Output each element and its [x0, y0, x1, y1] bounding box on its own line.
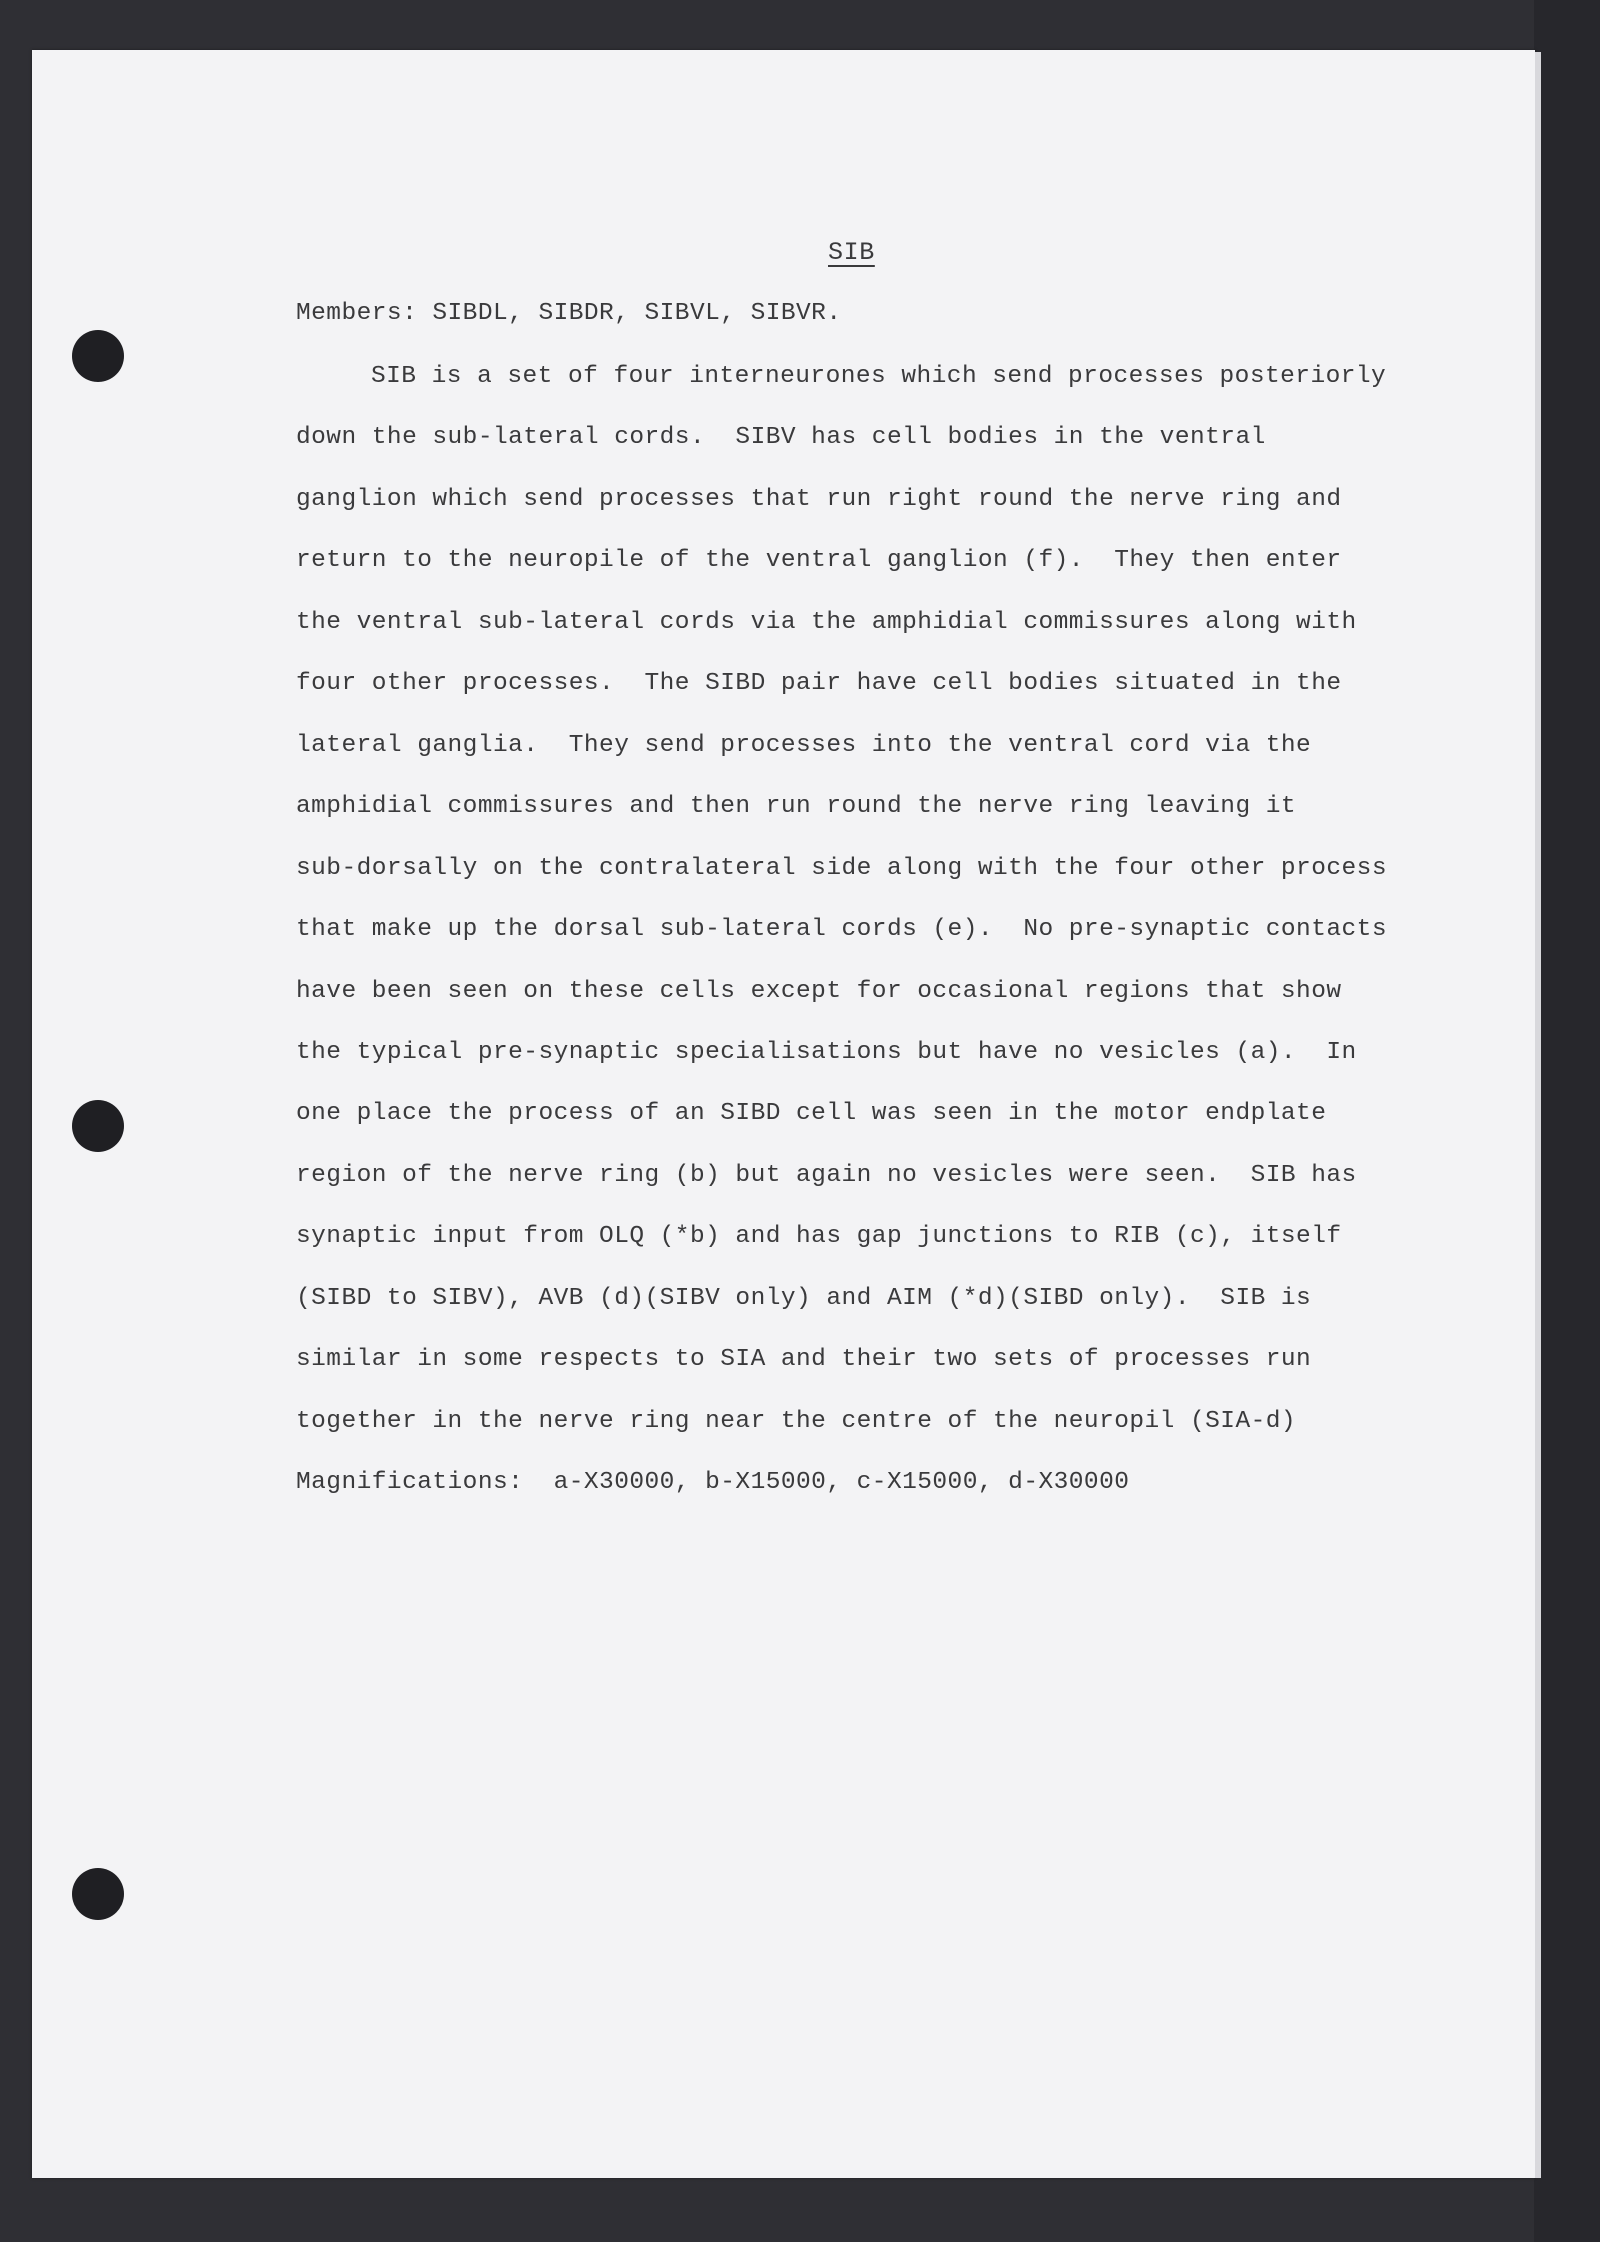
- punch-hole-bottom: [72, 1868, 124, 1920]
- body-line: lateral ganglia. They send processes into the ventral cord via the: [296, 732, 1312, 759]
- body-line: down the sub-lateral cords. SIBV has cell bodies in the ventral: [296, 424, 1266, 451]
- body-line: that make up the dorsal sub-lateral cords (e). No pre-synaptic contacts: [296, 916, 1387, 943]
- body-line: the ventral sub-lateral cords via the amphidial commissures along with: [296, 609, 1357, 636]
- background-right: [1534, 0, 1600, 2242]
- members-line: Members: SIBDL, SIBDR, SIBVL, SIBVR.: [296, 300, 842, 327]
- body-line: sub-dorsally on the contralateral side along with the four other process: [296, 855, 1387, 882]
- body-line: the typical pre-synaptic specialisations but have no vesicles (a). In: [296, 1039, 1357, 1066]
- body-line: return to the neuropile of the ventral ganglion (f). They then enter: [296, 547, 1342, 574]
- body-line: (SIBD to SIBV), AVB (d)(SIBV only) and AIM (*d)(SIBD only). SIB is: [296, 1285, 1312, 1312]
- document-title: SIB: [828, 238, 875, 267]
- body-line: have been seen on these cells except for occasional regions that show: [296, 978, 1342, 1005]
- body-line: SIB is a set of four interneurones which send processes posteriorly: [371, 363, 1387, 390]
- body-line: amphidial commissures and then run round the nerve ring leaving it: [296, 793, 1297, 820]
- magnifications-line: Magnifications: a-X30000, b-X15000, c-X15000, d-X30000: [296, 1469, 1130, 1496]
- body-line: similar in some respects to SIA and their two sets of processes run: [296, 1346, 1312, 1373]
- body-line: one place the process of an SIBD cell was seen in the motor endplate: [296, 1100, 1327, 1127]
- body-line: four other processes. The SIBD pair have cell bodies situated in the: [296, 670, 1342, 697]
- body-line: ganglion which send processes that run right round the nerve ring and: [296, 486, 1342, 513]
- punch-hole-top: [72, 330, 124, 382]
- body-line: synaptic input from OLQ (*b) and has gap junctions to RIB (c), itself: [296, 1223, 1342, 1250]
- body-line: region of the nerve ring (b) but again no vesicles were seen. SIB has: [296, 1162, 1357, 1189]
- page-edge: [1535, 52, 1541, 2178]
- body-line: together in the nerve ring near the centre of the neuropil (SIA-d): [296, 1408, 1297, 1435]
- punch-hole-middle: [72, 1100, 124, 1152]
